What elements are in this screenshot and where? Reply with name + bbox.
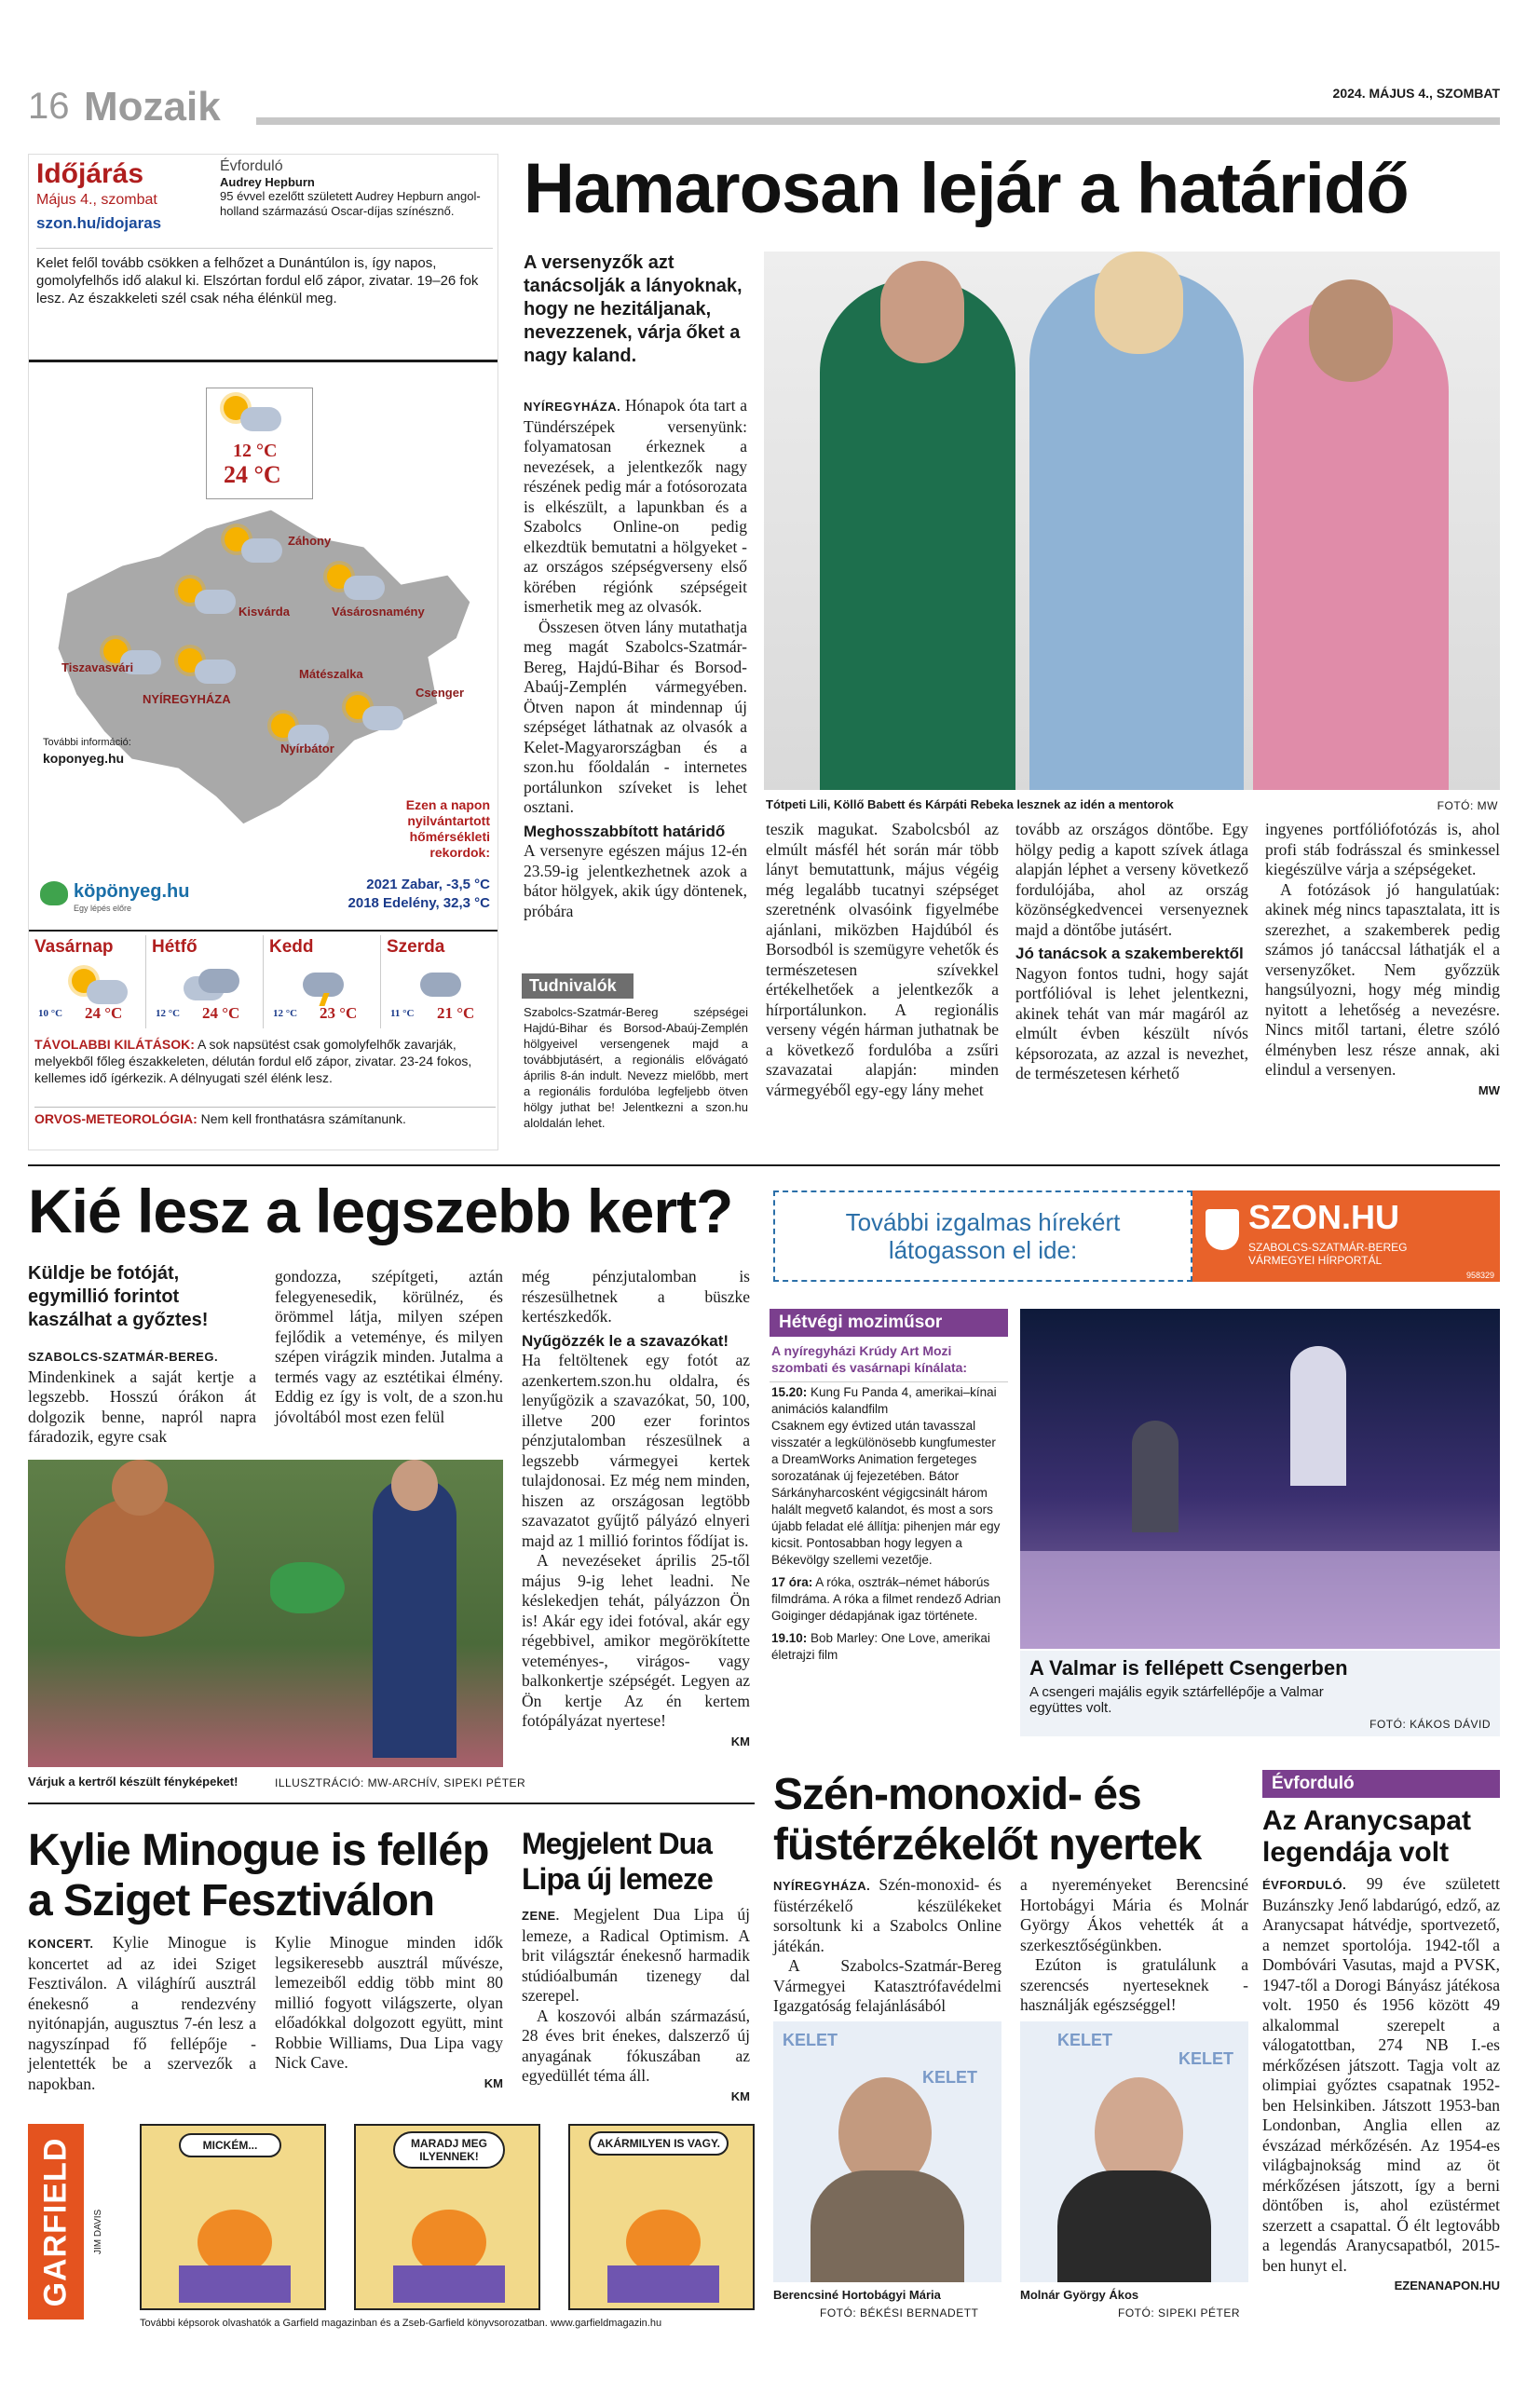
record-1: 2021 Zabar, -3,5 °C <box>366 877 490 892</box>
main-headline: Hamarosan lejár a határidő <box>524 149 1409 228</box>
co-col1: NYÍREGYHÁZA. Szén-monoxid- és füstérzékelő készülékeket sorsoltunk ki a Szabolcs Online játékán. A Szabolcs-Szatmár-Bereg Vármegyei Katasztrófavédelmi Igazgatóság felajánlásából <box>773 1875 1001 2015</box>
record-2: 2018 Edelény, 32,3 °C <box>347 895 490 911</box>
city-nyirbator: Nyírbátor <box>280 741 334 755</box>
day-high: 21 °C <box>437 1004 475 1022</box>
garfield-bubble-2: MARADJ MEG ILYENNEK! <box>393 2131 505 2169</box>
record-title: Ezen a napon nyilvántartott hőmérsékleti rekordok: <box>405 797 490 860</box>
brand-tagline: Egy lépés előre <box>74 904 132 913</box>
day-high: 24 °C <box>85 1004 123 1022</box>
garfield-footer: További képsorok olvashatók a Garfield magazinban és a Zseb-Garfield könyvsorozatban. www.garfieldmagazin.hu <box>140 2318 662 2329</box>
garden-caption: Várjuk a kertről készült fényképeket! <box>28 1775 238 1789</box>
city-nyiregyhaza: NYÍREGYHÁZA <box>143 692 231 706</box>
weather-forecast: Kelet felől tovább csökken a felhőzet a Dunántúlon is, így napos, gomolyfelhős idő alakul ki. Elszórtan fordul elő zápor, zivatar. 19–26 fok lesz. Az északkeleti szél csak néha élénkül meg. <box>36 248 493 307</box>
city-mateszalka: Mátészalka <box>299 667 363 681</box>
garden-col3: még pénzjutalomban is részesülhetnek a büszke kertészkedők. Nyűgözzék le a szavazókat! Ha feltöltenek egy fotót az azenkertem.szon.hu oldalra, és lenyűgözik a szavazókat, 50, 100, illetve 200 ezer forintos pénzjutalomban részesülnek a legszebb vármegyei kertek tulajdonosai. Ez még nem minden, hiszen az országosan legtöbb szavazatot gyűjtő pályázó elnyeri majd az 1 millió forintos fődíjat is. A nevezéseket április 25-től május 9-ig lehet leadni. Ne késlekedjen tehát, pályázzon Ön is! Akár egy idei fotóval, akár egy régebbivel, amikor megörökítette veteményes-, virágos- vagy balkonkertje szépségét. Legyen az Ön kertje Az én kertem fotópályázat nyertese! KM <box>522 1267 750 1748</box>
main-col2: teszik magukat. Szabolcsból az elmúlt másfél hét során már több lányt bemutattunk, május végéig még legalább tucatnyi szépséget szeretnénk olvasóink figyelmébe ajánlani, miközben Hajdúból és Borsodból is szemügyre vehetők és természetesen szívekkel értékelhetőek a jelentkezők a hírportálunkon. A regionális verseny végén hárman juthatnak be a következő fordulóba a zsűri szavazatai alapján: minden vármegyéből egy-egy lány mehet <box>766 820 999 1099</box>
szon-ad[interactable] <box>773 1190 1500 1282</box>
ad-brand: SZON.HU <box>1248 1198 1399 1236</box>
cinema-item-3: 19.10: Bob Marley: One Love, amerikai életrajzi film <box>771 1631 990 1662</box>
valmar-credit: FOTÓ: KÁKOS DÁVID <box>1369 1718 1491 1731</box>
kylie-col2: Kylie Minogue minden idők legsikeresebb ausztrál művésze, lemezeiből eddig több mint 80 millió fogyott világszerte, olyan előadókkal dolgozott együtt, mint Robbie Williams, Dua Lipa vagy Nick Cave. KM <box>275 1933 503 2090</box>
co-headline: Szén-monoxid- és füstérzékelőt nyertek <box>773 1770 1202 1870</box>
cinema-item-1: 15.20: Kung Fu Panda 4, amerikai–kínai animációs kalandfilm <box>771 1385 997 1416</box>
cinema-intro: A nyíregyházi Krúdy Art Mozi szombati és vasárnapi kínálata: <box>771 1343 968 1375</box>
valmar-title: A Valmar is fellépett Csengerben <box>1029 1656 1348 1680</box>
anniversary-name: Audrey Hepburn <box>220 175 315 189</box>
garden-credit: ILLUSZTRÁCIÓ: MW-ARCHÍV, SIPEKI PÉTER <box>275 1776 526 1789</box>
info-box <box>522 973 750 1150</box>
valmar-caption: A csengeri majális egyik sztárfellépője a Valmar együttes volt. <box>1029 1684 1324 1716</box>
garfield-bubble-3: AKÁRMILYEN IS VAGY. <box>589 2131 729 2156</box>
city-csenger: Csenger <box>416 686 465 700</box>
medmet: ORVOS-METEOROLÓGIA: Nem kell fronthatásra számítanunk. <box>34 1107 496 1126</box>
valmar-caption-box <box>1020 1651 1500 1736</box>
city-kisvarda: Kisvárda <box>238 605 290 619</box>
frog-icon <box>40 881 68 905</box>
day-high: 24 °C <box>202 1004 240 1022</box>
main-low-temp: 12 °C <box>233 441 278 461</box>
garden-headline: Kié lesz a legszebb kert? <box>28 1177 733 1245</box>
valmar-photo <box>1020 1309 1500 1649</box>
garden-col2: gondozza, szépítgeti, aztán felegyenesedik, körülnéz, és örömmel látja, milyen szépen fejlődik a veteménye, és milyen szépen virágzik minden. Jutalma a termés vagy az esztétikai élmény. Eddig ez így is volt, de a szon.hu jóvoltából most ezen felül <box>275 1267 503 1426</box>
mentors-caption: Tótpeti Lili, Köllő Babett és Kárpáti Rebeka lesznek az idén a mentorok <box>766 797 1174 811</box>
weather-box <box>28 154 498 1150</box>
anniversary-body: ÉVFORDULÓ. 99 éve született Buzánszky Jenő labdarúgó, edző, az Aranycsapat hátvédje, sportvezető, a nemzet sportolója. 1942-től a Dombóvári Vasutas, majd a PVSK, 1947-től a Dorogi Bányász játékosa volt. 1950 és 1956 között 49 alkalommal szerepelt a válogatottban, 274 NB I.-es mérkőzésen játszott. Tagja volt az olimpiai győztes csapatnak 1952-ben Helsinkiben. Játszott 1953-ban Londonban, Anglia ellen az évszázad mérkőzésén. Az 1954-es világbajnokság mind az öt mérkőzésen játszott, így a berni döntőben is, ahol ezüstérmet szerzett a csapattal. Ő élt legtovább a legendás Aranycsapatból, 2015-ben hunyt el. EZENANAPON.HU <box>1262 1874 1500 2292</box>
winner-photo-2: KELET KELET <box>1020 2021 1248 2282</box>
garfield-panel-3 <box>568 2124 755 2310</box>
dua-headline: Megjelent Dua Lipa új lemeze <box>522 1827 713 1896</box>
weather-title: Időjárás <box>36 158 144 189</box>
info-label: További információ: <box>43 737 131 748</box>
day-low: 12 °C <box>273 1008 298 1019</box>
garfield-strip <box>28 2124 755 2333</box>
garden-photo <box>28 1460 503 1767</box>
day-low: 10 °C <box>38 1008 63 1019</box>
winner-1-credit: FOTÓ: BÉKÉSI BERNADETT <box>820 2306 979 2320</box>
weather-link[interactable]: szon.hu/idojaras <box>36 214 162 232</box>
winner-2-name: Molnár György Ákos <box>1020 2288 1139 2302</box>
day-monday <box>146 935 264 1028</box>
city-zahony: Záhony <box>288 534 332 548</box>
kylie-headline: Kylie Minogue is fellép a Sziget Fesztiválon <box>28 1826 489 1925</box>
day-name: Szerda <box>387 937 445 957</box>
day-name: Hétfő <box>152 937 198 957</box>
info-box-title: Tudnivalók <box>522 973 634 999</box>
day-tuesday <box>264 935 381 1028</box>
anniversary-box <box>1262 1770 1500 2329</box>
ad-tag: SZABOLCS-SZATMÁR-BEREG VÁRMEGYEI HÍRPORTÁL <box>1248 1241 1408 1267</box>
weather-date: Május 4., szombat <box>36 192 157 208</box>
garden-lead: Küldje be fotóját, egymillió forintot kaszálhat a győztes! <box>28 1263 209 1330</box>
anniversary-text: 95 évvel ezelőtt született Audrey Hepburn angol-holland származású Oscar-díjas színésznő. <box>220 189 481 218</box>
day-low: 11 °C <box>390 1008 415 1019</box>
cinema-item-2: 17 óra: A róka, osztrák–német háborús filmdráma. A róka a filmet rendező Adrian Goiginger dédapjának igaz története. <box>771 1575 1001 1623</box>
info-link[interactable]: koponyeg.hu <box>43 751 125 766</box>
garfield-panel-1 <box>140 2124 326 2310</box>
shield-icon <box>1206 1209 1239 1250</box>
city-vasarosnameny: Vásárosnamény <box>332 605 425 619</box>
main-high-temp: 24 °C <box>224 461 281 488</box>
dua-text: ZENE. Megjelent Dua Lipa új lemeze, a Radical Optimism. A brit világsztár énekesnő harmadik stúdióalbumán tizenegy dal szerepel. A koszovói albán származású, 28 éves brit énekes, dalszerző új anyagának fókuszában az egyedüllét téma áll. KM <box>522 1905 750 2103</box>
garfield-logo: GARFIELD <box>28 2124 84 2320</box>
main-lead: A versenyzők azt tanácsolják a lányoknak, hogy ne hezitáljanak, nevezzenek, várja őket a nagy kaland. <box>524 252 743 366</box>
cinema-box <box>770 1309 1008 1747</box>
mentors-credit: FOTÓ: MW <box>1437 799 1498 812</box>
main-col1: NYÍREGYHÁZA. Hónapok óta tart a Tündérszépek versenyünk: folyamatosan érkeznek a nevezések, a jelentkezők nagy részének pedig már a fotósorozata is elkészült, a lapunkban és a Szabolcs Online-on pedig elkezdtük bemutatni a hölgyeket - az országos szépségverseny első körében régiónk szépségeit ismerhetik meg az olvasók. Összesen ötven lány mutathatja meg magát Szabolcs-Szatmár-Bereg, Hajdú-Bihar és Borsod-Abaúj-Zemplén vármegyében. Ötven napon át mindennap új szépséget láthatnak az olvasók a Kelet-Magyarországban és a szon.hu főoldalán - internetes portálunkon szíveket is lehet osztani. Meghosszabbított határidő A versenyre egészen május 12-én 23.59-ig jelentkezhetnek azok a bátor hölgyek, akik úgy döntenek, próbára <box>524 396 748 920</box>
day-low: 12 °C <box>156 1008 181 1019</box>
day-name: Kedd <box>269 937 314 957</box>
city-tiszavasvari: Tiszavasvári <box>61 660 134 674</box>
ad-code: 958329 <box>1465 1271 1494 1280</box>
co-col2: a nyereményeket Berencsiné Hortobágyi Mária és Molnár György Ákos vehették át a szerkesztőségünkben. Ezúton is gratulálunk a szerencsés nyerteseknek - használják egészséggel! <box>1020 1875 1248 2014</box>
kylie-col1: KONCERT. Kylie Minogue is koncertet ad az idei Sziget Fesztiválon. A világhírű ausztrál énekesnő a rendezvény nyitónapján, augusztus 7-én lesz a nagyszínpad fő fellépője - jelentették be a szervezők a napokban. <box>28 1933 256 2093</box>
page-header <box>28 86 1500 132</box>
info-box-text: Szabolcs-Szatmár-Bereg szépségei Hajdú-Bihar és Borsod-Abaúj-Zemplén hölgyeivel versengenek majd a továbbjutásért, a regionális elővágató április 8-án indult. Nevezz mielőbb, mert a regionális fordulóba legfeljebb ötven hölgy juthat be! Jelentkezni a szon.hu aloldalán lehet. <box>524 1005 748 1130</box>
page-number: 16 <box>28 86 70 127</box>
winner-2-credit: FOTÓ: SIPEKI PÉTER <box>1118 2306 1241 2320</box>
section-title: Mozaik <box>84 84 221 129</box>
anniversary-box-label: Évforduló <box>1262 1770 1500 1798</box>
ad-text: További izgalmas hírekért látogasson el ide: <box>845 1208 1121 1264</box>
day-high: 23 °C <box>320 1004 358 1022</box>
garden-col1: SZABOLCS-SZATMÁR-BEREG. Mindenkinek a saját kertje a legszebb. Hosszú órákon át dolgozik benne, napról napra fáradozik, egyre csak <box>28 1350 256 1446</box>
page-date: 2024. MÁJUS 4., SZOMBAT <box>1332 86 1500 101</box>
garfield-author: JIM DAVIS <box>93 2209 103 2254</box>
brand-logo: köpönyeg.hu <box>74 881 190 902</box>
cinema-title: Hétvégi moziműsor <box>770 1309 1008 1337</box>
day-sunday <box>29 935 146 1028</box>
day-wednesday <box>381 935 497 1028</box>
garfield-panel-2 <box>354 2124 540 2310</box>
mentors-photo <box>764 252 1500 790</box>
anniversary-headline: Az Aranycsapat legendája volt <box>1262 1805 1471 1868</box>
cinema-desc-1: Csaknem egy évtized után tavasszal visszatér a legkülönösebb kungfumester a DreamWorks Animation fergeteges sorozatának új fejezetében. Bátor Sárkányharcosként végigcsinált három halált megvető kalandot, és most a sors újabb feladat elé állítja: pihenjen már egy kicsit. Pontosabban hogy legyen a Békevölgy szellemi vezetője. <box>771 1419 1001 1567</box>
anniversary-label: Évforduló <box>220 158 283 174</box>
main-col3: tovább az országos döntőbe. Egy hölgy pedig a kapott szívek átlaga alapján léphet a verseny következő fordulójába, ahol az ország közönségkedvencei versenyeznek majd a döntőbe jutásért. Jó tanácsok a szakemberektől Nagyon fontos tudni, hogy saját portfólióval is lehet jelentkezni, akinek tehát van már magáról az elmúlt évben készült nívós képsorozata, az azzal is nevezhet, de természetesen kérhető <box>1015 820 1248 1082</box>
winner-1-name: Berencsiné Hortobágyi Mária <box>773 2288 941 2302</box>
outlook: TÁVOLABBI KILÁTÁSOK: A sok napsütést csak gomolyfelhők zavarják, melyekből főleg északkeleten, délután fordul elő zápor, zivatar. 23-24 fokos, kellemes idő ígérkezik. A délnyugati szél élénk lesz. <box>34 1037 472 1085</box>
main-col4: ingyenes portfóliófotózás is, ahol profi stáb fodrásszal és sminkessel kiegészülve várja a szépségeket. A fotózások jó hangulatúak: akinek még nincs tapasztalata, itt is szerezhet, a szakemberek pedig számos jó tanáccsal láthatják el a versenyzőket. Nem győzzük hangsúlyozni, hogy még mindig nyitott a lehetőség a nevezésre. Nincs mitől tartani, életre szóló élményben lesz része annak, aki elindul a versenyen. MW <box>1265 820 1500 1097</box>
main-weather-panel <box>206 388 313 499</box>
day-name: Vasárnap <box>34 937 114 957</box>
garfield-bubble-1: MICKÉM... <box>179 2133 281 2157</box>
winner-photo-1: KELET KELET <box>773 2021 1001 2282</box>
